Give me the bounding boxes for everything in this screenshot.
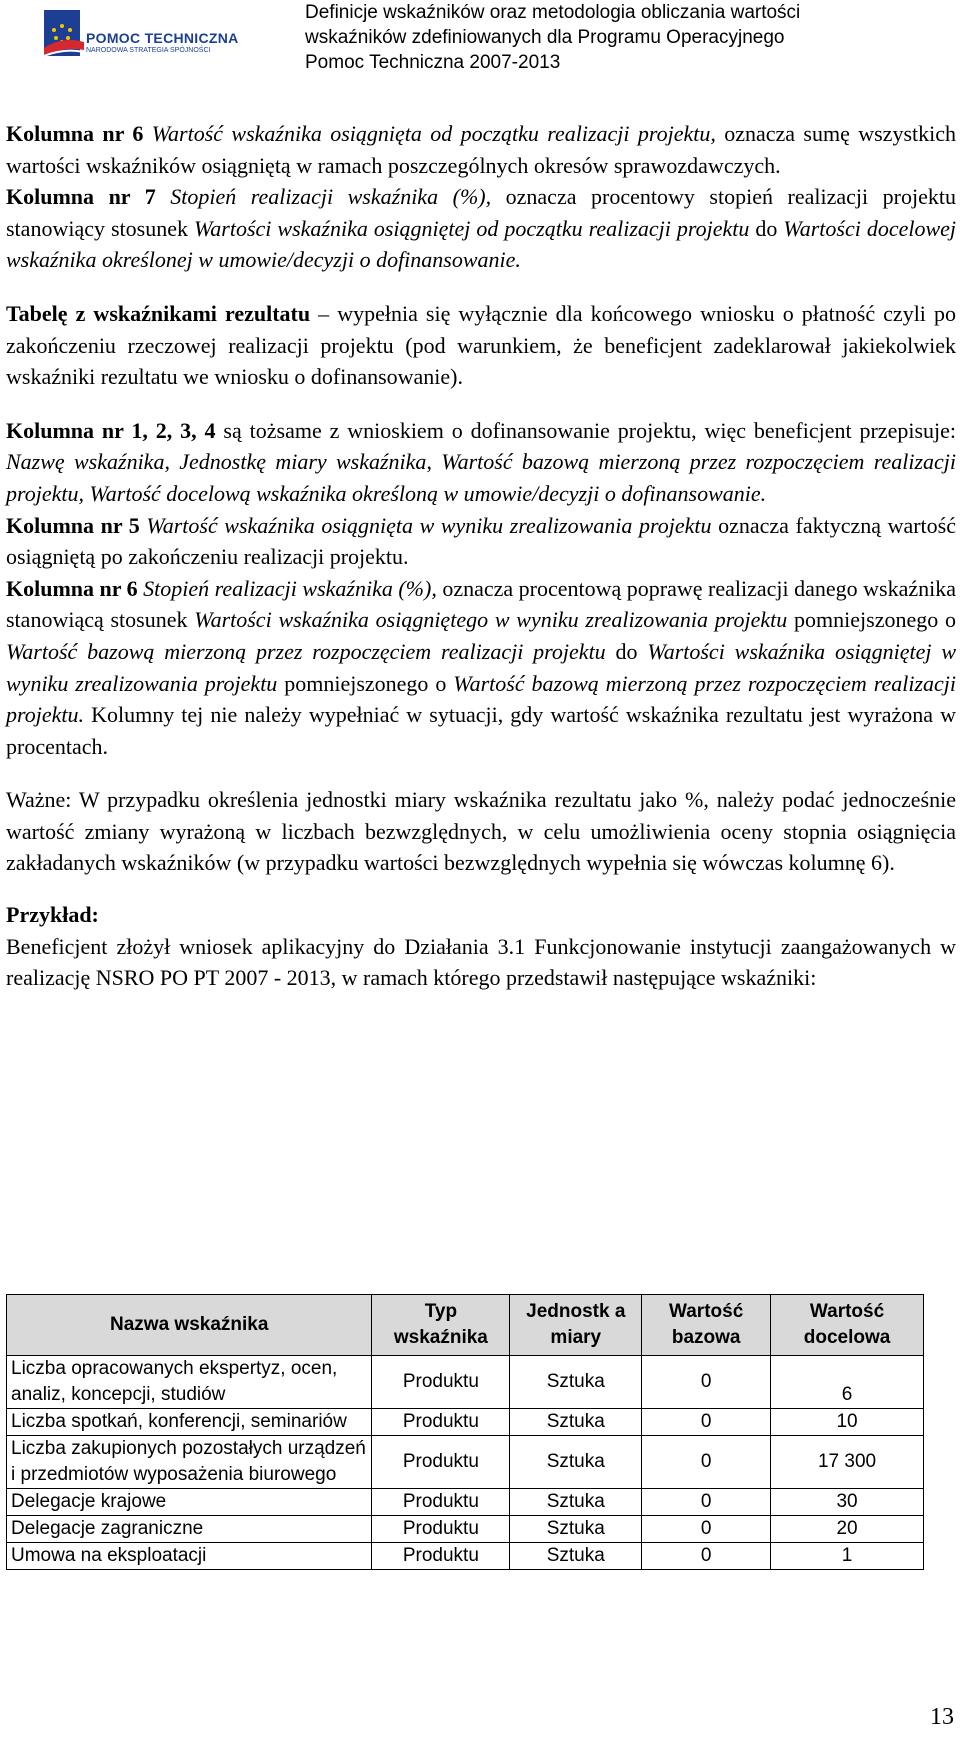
column-title: Wartość wskaźnika osiągnięta od początku realizacji projektu, [143,121,716,146]
column-label: Kolumna nr 1, 2, 3, 4 [6,417,216,443]
page-number: 13 [930,1704,954,1730]
column-title: Wartość wskaźnika osiągnięta w wyniku zrealizowania projektu [139,512,712,538]
logo-subtitle: NARODOWA STRATEGIA SPÓJNOŚCI [86,47,211,54]
column-title: Stopień realizacji wskaźnika (%), [137,575,437,601]
cell-base-value: 0 [642,1356,771,1409]
paragraph-column-6 [6,118,956,181]
paragraph-column-7 [6,181,956,276]
cell-target-value: 10 [771,1409,924,1436]
column-label: Kolumna nr 7 [6,184,156,210]
paragraph-text: oznacza faktyczną wartość osiągniętą po zakończeniu realizacji projektu. [6,512,956,570]
cell-unit: Sztuka [510,1489,642,1516]
header-unit: Jednostk a miary [510,1295,642,1356]
column-label: Kolumna nr 5 [6,512,140,538]
paragraph-column-5 [6,510,956,573]
cell-indicator-type: Produktu [372,1356,510,1409]
cell-indicator-type: Produktu [372,1436,510,1489]
paragraph-text: Kolumny tej nie należy wypełniać w sytuacji, gdy wartość wskaźnika rezultatu jest wyrażona w procentach. [6,702,956,759]
document-title [305,0,955,75]
cell-indicator-name: Liczba zakupionych pozostałych urządzeń i przedmiotów wyposażenia biurowego [7,1436,372,1489]
section-label: Tabelę z wskaźnikami rezultatu [6,300,311,326]
cell-base-value: 0 [642,1436,771,1489]
indicators-table [6,1294,924,1570]
header-indicator-type: Typ wskaźnika [372,1295,510,1356]
cell-indicator-type: Produktu [372,1516,510,1543]
paragraph-text: pomniejszonego o [277,670,454,696]
header-target-value: Wartość docelowa [771,1295,924,1356]
cell-unit: Sztuka [510,1436,642,1489]
table-row [7,1516,924,1543]
italic-term: Wartości wskaźnika osiągniętego w wyniku zrealizowania projektu [194,607,788,633]
table-row [7,1543,924,1570]
table-row [7,1409,924,1436]
cell-indicator-name: Delegacje zagraniczne [7,1516,372,1543]
cell-unit: Sztuka [510,1356,642,1409]
cell-unit: Sztuka [510,1409,642,1436]
paragraph-text: – wypełnia się wyłącznie dla końcowego wniosku o płatność czyli po zakończeniu rzeczowej realizacji projektu (pod warunkiem, że beneficjent zadeklarował jakiekolwiek wskaźniki rezultatu we wniosku o dofinansowanie). [6,300,956,390]
cell-indicator-type: Produktu [372,1409,510,1436]
cell-indicator-name: Liczba spotkań, konferencji, seminariów [7,1409,372,1436]
column-title: Stopień realizacji wskaźnika (%), [155,184,492,210]
doc-title-line-2: wskaźników zdefiniowanych dla Programu Operacyjnego [305,27,785,48]
cell-base-value: 0 [642,1489,771,1516]
cell-unit: Sztuka [510,1543,642,1570]
italic-term: Wartości docelowej wskaźnika określonej w umowie/decyzji o dofinansowanie. [6,215,957,273]
paragraph-important-note: Ważne: W przypadku określenia jednostki miary wskaźnika rezultatu jako %, należy podać jednocześnie wartość zmiany wyrażoną w liczbach bezwzględnych, w celu umożliwienia oceny stopnia osiągnięcia zakładanych wskaźników (w przypadku wartości bezwzględnych wypełnia się wówczas kolumnę 6). [6,787,956,876]
paragraph-text: do [749,215,784,241]
cell-target-value: 17 300 [771,1436,924,1489]
table-header-row [7,1295,924,1356]
example-heading: Przykład: [6,902,99,928]
table-row [7,1489,924,1516]
header-indicator-name: Nazwa wskaźnika [7,1295,372,1356]
paragraph-result-table [6,298,956,393]
cell-indicator-type: Produktu [372,1543,510,1570]
italic-term: Wartość bazową mierzoną przez rozpoczęciem realizacji projektu. [6,670,956,728]
doc-title-line-3: Pomoc Techniczna 2007-2013 [305,52,561,73]
paragraph-column-6-result [6,573,956,763]
logo-text [86,30,239,54]
italic-term: Wartości wskaźnika osiągniętej w wyniku zrealizowania projektu [6,638,957,696]
italic-term: Wartość bazową mierzoną przez rozpoczęciem realizacji projektu, Wartość docelową wskaźnika określoną w umowie/decyzji o dofinansowanie. [6,449,957,506]
cell-target-value: 6 [771,1356,924,1409]
paragraph-text: pomniejszonego o [787,607,957,633]
italic-term: Wartość bazową mierzoną przez rozpoczęciem realizacji projektu [6,638,606,664]
cell-indicator-type: Produktu [372,1489,510,1516]
cell-indicator-name: Liczba opracowanych ekspertyz, ocen, analiz, koncepcji, studiów [7,1356,372,1409]
cell-target-value: 1 [771,1543,924,1570]
cell-unit: Sztuka [510,1516,642,1543]
cell-base-value: 0 [642,1409,771,1436]
paragraph-text: oznacza sumę wszystkich wartości wskaźników osiągniętą w ramach poszczególnych okresów sprawozdawczych. [6,121,956,178]
paragraph-columns-1-4 [6,415,956,510]
logo-title: POMOC TECHNICZNA [86,30,239,46]
paragraph-text: oznacza procentowy stopień realizacji projektu stanowiący stosunek [6,184,956,241]
column-label: Kolumna nr 6 [6,575,138,601]
cell-base-value: 0 [642,1543,771,1570]
cell-target-value: 20 [771,1516,924,1543]
paragraph-text: są tożsame z wnioskiem o dofinansowanie projektu, więc beneficjent przepisuje: [215,417,956,443]
column-label: Kolumna nr 6 [6,121,144,146]
cell-indicator-name: Umowa na eksploatacji [7,1543,372,1570]
paragraph-text: oznacza procentową poprawę realizacji danego wskaźnika stanowiącą stosunek [6,575,956,633]
cell-target-value: 30 [771,1489,924,1516]
paragraph-example: Beneficjent złożył wniosek aplikacyjny do Działania 3.1 Funkcjonowanie instytucji zaangażowanych w realizację NSRO PO PT 2007 - 2013, w ramach którego przedstawił następujące wskaźniki: [6,933,956,991]
document-body [6,118,956,994]
table-row [7,1436,924,1489]
header-base-value: Wartość bazowa [642,1295,771,1356]
cell-indicator-name: Delegacje krajowe [7,1489,372,1516]
page-header [0,0,960,88]
paragraph-text: do [605,638,648,664]
table-row [7,1356,924,1409]
doc-title-line-1: Definicje wskaźników oraz metodologia obliczania wartości [305,2,801,23]
italic-term: Nazwę wskaźnika, Jednostkę miary wskaźnika [6,449,427,475]
italic-term: Wartości wskaźnika osiągniętej od początku realizacji projektu [193,215,750,241]
paragraph-text: , [426,449,442,475]
cell-base-value: 0 [642,1516,771,1543]
